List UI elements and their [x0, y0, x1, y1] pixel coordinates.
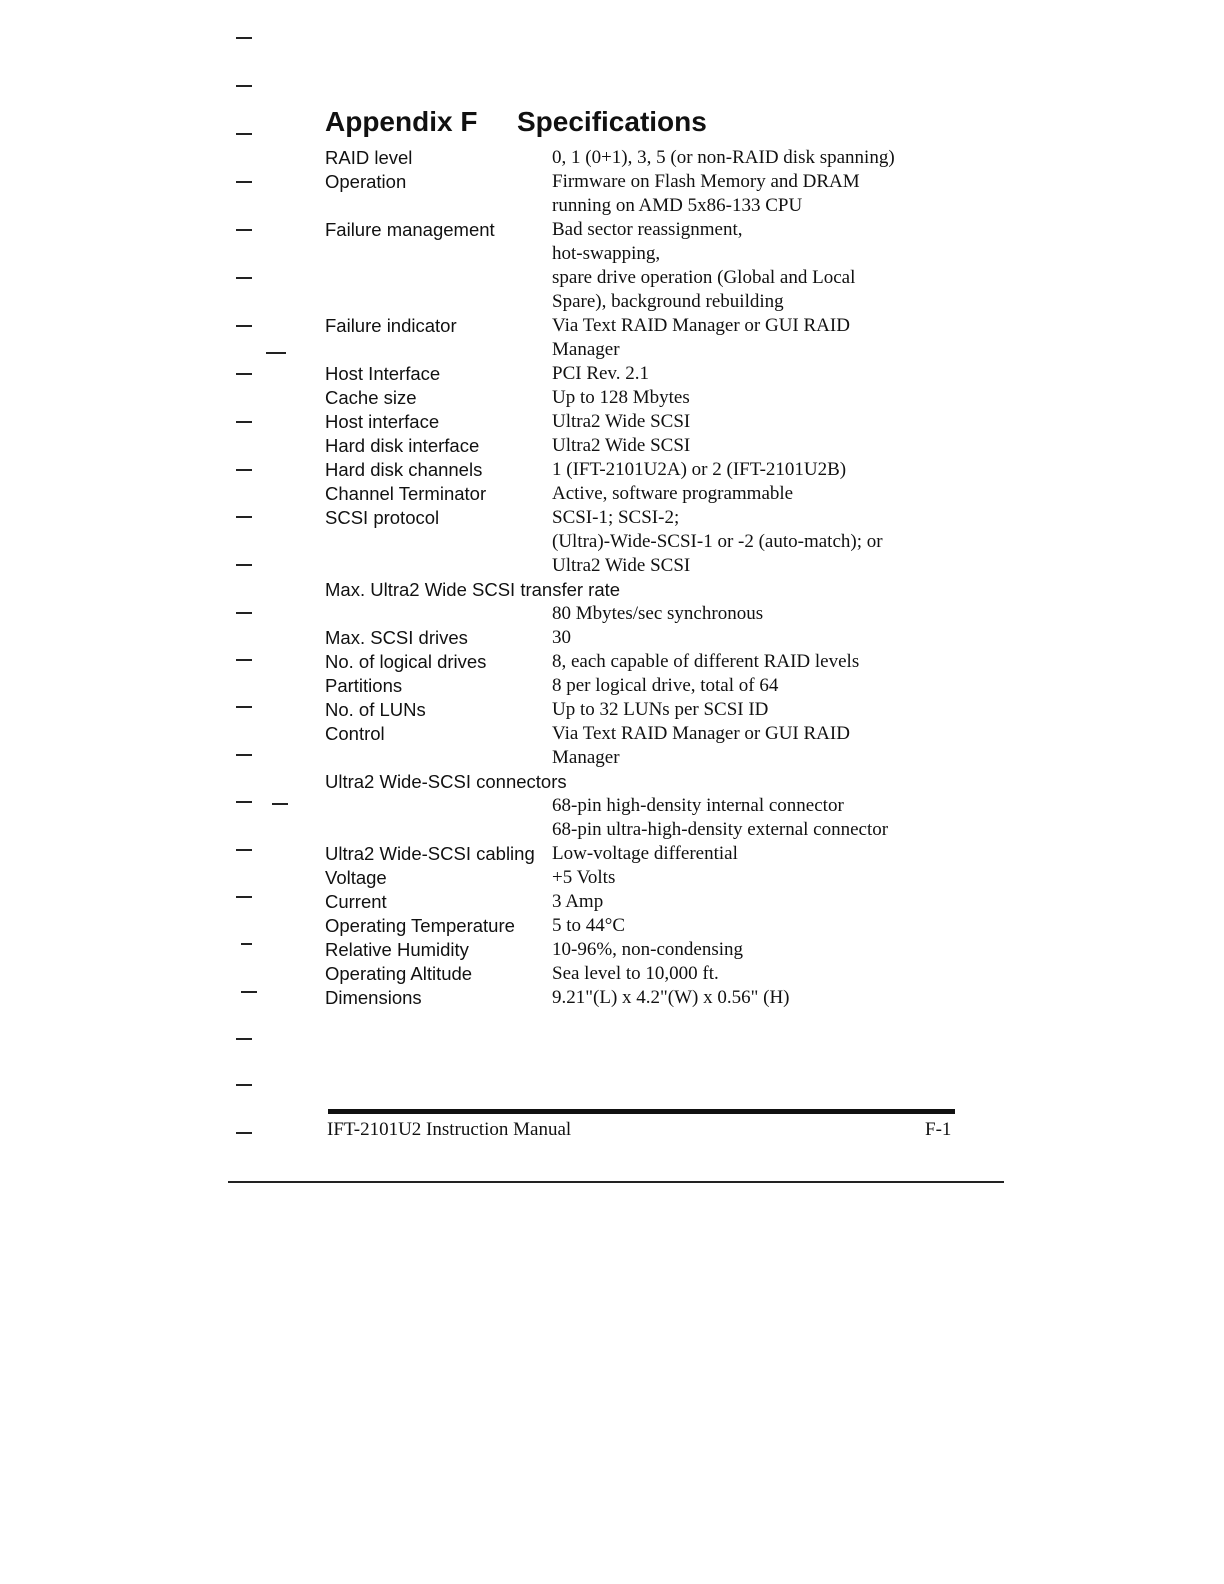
spec-value: 80 Mbytes/sec synchronous: [552, 603, 764, 624]
spec-label: Hard disk channels: [325, 459, 483, 480]
spec-row: [325, 458, 965, 482]
spec-row: [325, 410, 965, 434]
spec-row: [325, 914, 965, 938]
spec-row: [325, 314, 965, 362]
margin-tick: [236, 896, 252, 898]
spec-value: 0, 1 (0+1), 3, 5 (or non-RAID disk spanning): [552, 147, 895, 168]
margin-tick: [272, 803, 288, 805]
spec-label: Max. SCSI drives: [325, 627, 468, 648]
spec-value: hot-swapping,: [552, 243, 661, 264]
spec-label: Current: [325, 891, 387, 912]
spec-label: Relative Humidity: [325, 939, 469, 960]
footer-rule: [328, 1109, 955, 1114]
spec-value: Firmware on Flash Memory and DRAM: [552, 171, 860, 192]
spec-value-group: [552, 170, 965, 218]
spec-value-group: [552, 914, 965, 938]
spec-value-group: [552, 146, 965, 170]
spec-value: Via Text RAID Manager or GUI RAID: [552, 723, 850, 744]
spec-row: [325, 986, 965, 1010]
margin-tick: [236, 564, 252, 566]
spec-row: [325, 842, 965, 866]
spec-label: Failure management: [325, 219, 495, 240]
spec-row: [325, 938, 965, 962]
spec-value-group: [552, 506, 965, 578]
spec-value: 1 (IFT-2101U2A) or 2 (IFT-2101U2B): [552, 459, 847, 480]
spec-value-group: [552, 722, 965, 770]
margin-tick: [236, 229, 252, 231]
spec-value: 8 per logical drive, total of 64: [552, 675, 779, 696]
spec-value-group: [552, 602, 965, 626]
margin-tick: [236, 1038, 252, 1040]
spec-value: 68-pin ultra-high-density external connector: [552, 819, 889, 840]
margin-tick: [236, 85, 252, 87]
spec-value: +5 Volts: [552, 867, 616, 888]
spec-value: Ultra2 Wide SCSI: [552, 555, 691, 576]
spec-value: Up to 32 LUNs per SCSI ID: [552, 699, 769, 720]
margin-tick: [236, 37, 252, 39]
spec-label: Failure indicator: [325, 315, 457, 336]
spec-label: Ultra2 Wide-SCSI connectors: [325, 771, 567, 792]
margin-tick: [236, 469, 252, 471]
spec-value-group: [552, 362, 965, 386]
spec-value: Manager: [552, 339, 620, 360]
spec-row: [325, 650, 965, 674]
spec-label: Cache size: [325, 387, 417, 408]
spec-value: 10-96%, non-condensing: [552, 939, 744, 960]
margin-tick: [236, 133, 252, 135]
spec-value: 8, each capable of different RAID levels: [552, 651, 860, 672]
spec-value: Sea level to 10,000 ft.: [552, 963, 719, 984]
spec-row: [325, 482, 965, 506]
page-bottom-rule: [228, 1181, 1004, 1183]
spec-value: 5 to 44°C: [552, 915, 626, 936]
margin-tick: [236, 277, 252, 279]
margin-tick: [236, 706, 252, 708]
spec-label: No. of logical drives: [325, 651, 487, 672]
margin-tick: [236, 849, 252, 851]
spec-label: RAID level: [325, 147, 413, 168]
spec-value-group: [552, 434, 965, 458]
spec-row: [325, 362, 965, 386]
spec-label: SCSI protocol: [325, 507, 440, 528]
spec-row: [325, 890, 965, 914]
spec-value: Spare), background rebuilding: [552, 291, 784, 312]
footer-page-number: F-1: [925, 1119, 952, 1140]
spec-label: No. of LUNs: [325, 699, 426, 720]
spec-label: Operating Altitude: [325, 963, 473, 984]
spec-label: Voltage: [325, 867, 387, 888]
spec-label: Hard disk interface: [325, 435, 480, 456]
spec-row: [325, 170, 965, 218]
spec-value: Manager: [552, 747, 620, 768]
spec-value: 30: [552, 627, 571, 648]
spec-row: [325, 962, 965, 986]
spec-label: Channel Terminator: [325, 483, 487, 504]
margin-tick: [266, 352, 286, 354]
spec-value-group: [552, 410, 965, 434]
spec-value-group: [552, 842, 965, 866]
spec-row: [325, 578, 965, 626]
spec-value-group: [552, 458, 965, 482]
footer-manual-title: IFT-2101U2 Instruction Manual: [327, 1119, 572, 1140]
spec-value-group: [552, 482, 965, 506]
margin-tick: [236, 1132, 252, 1134]
spec-value-group: [552, 890, 965, 914]
spec-row: [325, 218, 965, 314]
spec-value-group: [552, 866, 965, 890]
margin-tick: [236, 659, 252, 661]
spec-value-group: [552, 650, 965, 674]
spec-value: running on AMD 5x86-133 CPU: [552, 195, 803, 216]
spec-label: Host interface: [325, 411, 440, 432]
spec-row: [325, 434, 965, 458]
margin-tick: [236, 181, 252, 183]
spec-label: Ultra2 Wide-SCSI cabling: [325, 843, 535, 864]
margin-tick: [236, 612, 252, 614]
spec-label: Operating Temperature: [325, 915, 515, 936]
margin-tick: [241, 991, 257, 993]
margin-tick: [236, 421, 252, 423]
spec-row: [325, 698, 965, 722]
margin-tick: [236, 325, 252, 327]
margin-tick: [236, 801, 252, 803]
spec-value-group: [552, 698, 965, 722]
margin-tick: [236, 1084, 252, 1086]
spec-label: Dimensions: [325, 987, 422, 1008]
spec-value-group: [552, 218, 965, 314]
spec-label: Control: [325, 723, 385, 744]
spec-value: Via Text RAID Manager or GUI RAID: [552, 315, 850, 336]
spec-value: Bad sector reassignment,: [552, 219, 743, 240]
spec-value-group: [552, 314, 965, 362]
spec-row: [325, 770, 965, 842]
spec-value: 68-pin high-density internal connector: [552, 795, 844, 816]
spec-value-group: [552, 794, 965, 842]
spec-label: Operation: [325, 171, 407, 192]
margin-tick: [241, 943, 252, 945]
margin-tick: [236, 373, 252, 375]
spec-value: Ultra2 Wide SCSI: [552, 411, 691, 432]
spec-value-group: [552, 962, 965, 986]
spec-value: PCI Rev. 2.1: [552, 363, 649, 384]
spec-value: Up to 128 Mbytes: [552, 387, 690, 408]
spec-row: [325, 722, 965, 770]
margin-tick: [236, 754, 252, 756]
appendix-heading: Appendix F: [325, 106, 478, 137]
spec-row: [325, 626, 965, 650]
spec-row: [325, 674, 965, 698]
spec-row: [325, 386, 965, 410]
spec-value: SCSI-1; SCSI-2;: [552, 507, 680, 528]
spec-value-group: [552, 986, 965, 1010]
margin-tick: [236, 516, 252, 518]
spec-value: spare drive operation (Global and Local: [552, 267, 856, 288]
spec-label: Host Interface: [325, 363, 441, 384]
spec-label: Max. Ultra2 Wide SCSI transfer rate: [325, 579, 621, 600]
spec-label: Partitions: [325, 675, 403, 696]
spec-value: 9.21"(L) x 4.2"(W) x 0.56" (H): [552, 987, 790, 1008]
spec-value: (Ultra)-Wide-SCSI-1 or -2 (auto-match); or: [552, 531, 883, 552]
spec-row: [325, 866, 965, 890]
spec-row: [325, 506, 965, 578]
spec-value: Ultra2 Wide SCSI: [552, 435, 691, 456]
spec-value: Active, software programmable: [552, 483, 794, 504]
spec-list: [325, 146, 965, 1010]
spec-value-group: [552, 674, 965, 698]
spec-value-group: [552, 386, 965, 410]
spec-value-group: [552, 938, 965, 962]
spec-value-group: [552, 626, 965, 650]
page-title: Specifications: [517, 106, 707, 137]
spec-value: 3 Amp: [552, 891, 604, 912]
spec-row: [325, 146, 965, 170]
spec-value: Low-voltage differential: [552, 843, 738, 864]
